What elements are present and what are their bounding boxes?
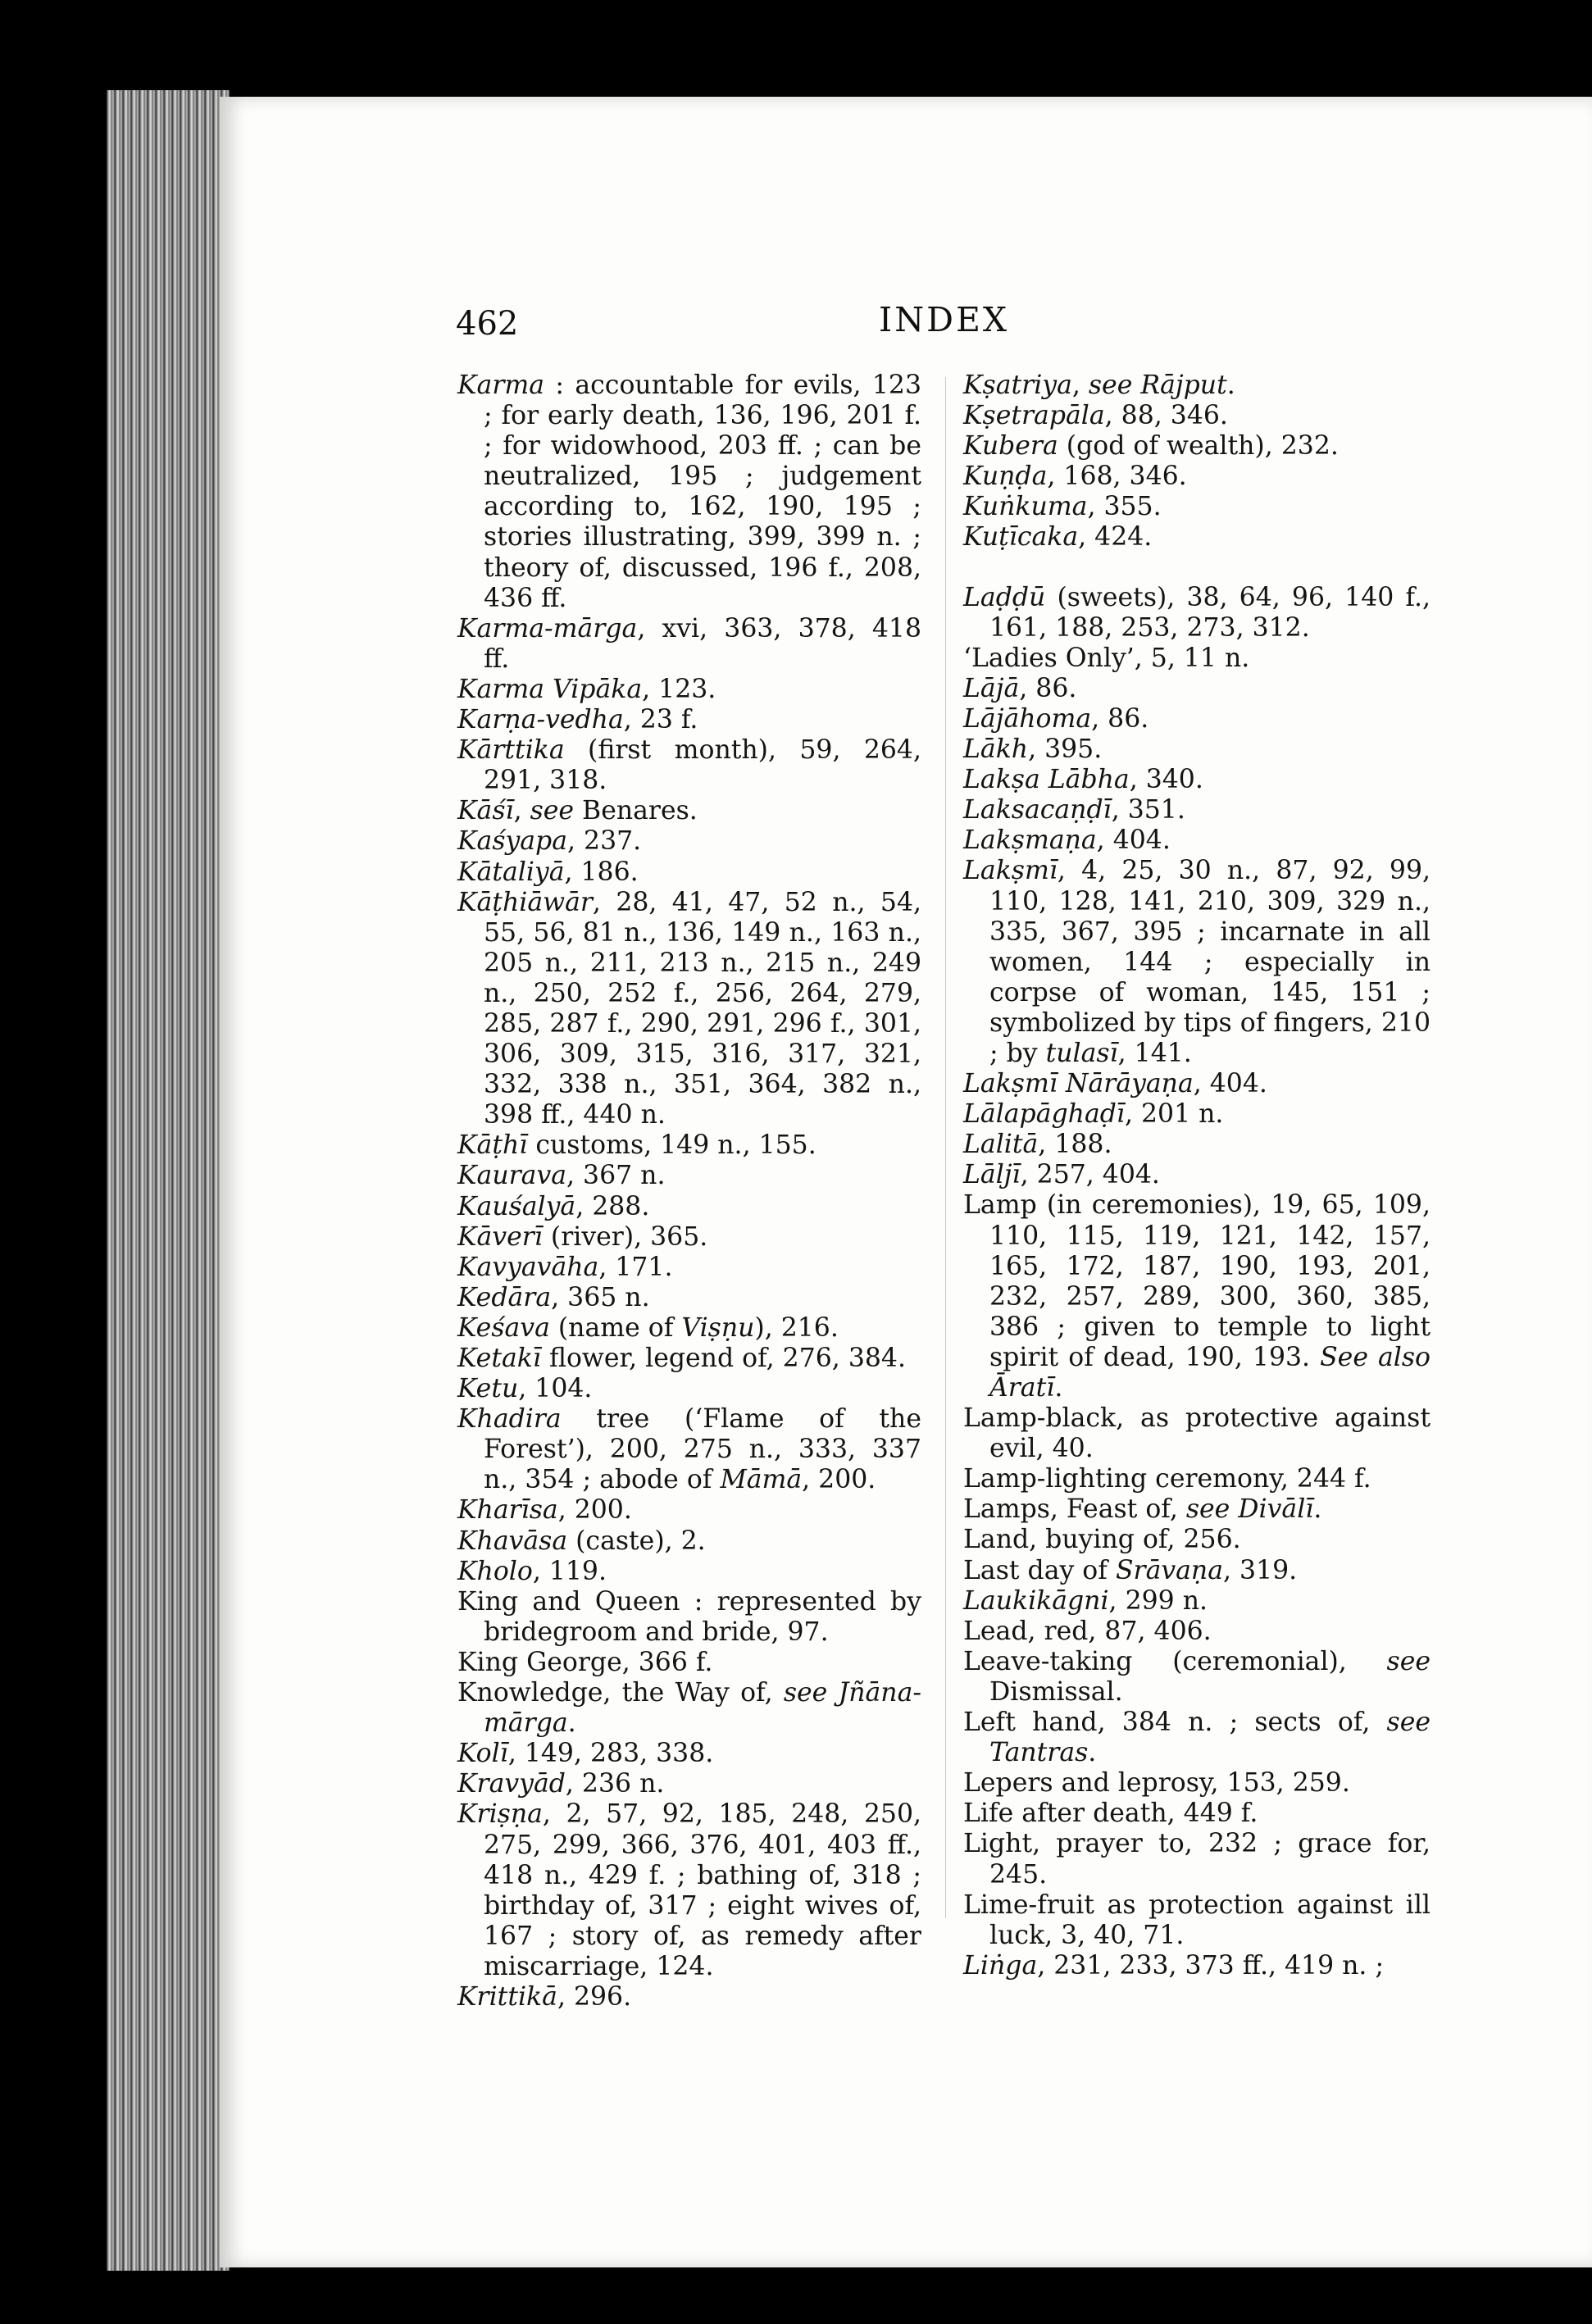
index-entry: Laukikāgni, 299 n. — [963, 1585, 1208, 1616]
index-column-left — [457, 371, 921, 2012]
index-entry: Liṅga, 231, 233, 373 ff., 419 n. ; — [963, 1950, 1385, 1981]
index-entry: Lime-fruit as protection against ill luck, 3, 40, 71. — [963, 1890, 1431, 1950]
index-entry: Kholo, 119. — [457, 1556, 607, 1586]
index-entry: Kavyavāha, 171. — [457, 1252, 673, 1282]
index-entry: Kedāra, 365 n. — [457, 1282, 650, 1312]
index-entry: Kauśalyā, 288. — [457, 1191, 650, 1221]
index-entry: Kāṭhī customs, 149 n., 155. — [457, 1130, 816, 1161]
index-entry: Kārttika (first month), 59, 264, 291, 318. — [457, 735, 921, 796]
column-divider — [945, 377, 946, 1918]
index-entry: Land, buying of, 256. — [963, 1525, 1241, 1555]
index-entry: Light, prayer to, 232 ; grace for, 245. — [963, 1829, 1431, 1890]
index-entry: Karma : accountable for evils, 123 ; for early death, 136, 196, 201 f. ; for widowhood, 203 ff. ; can be neutralized, 195 ; judgement according to, 162, 190, 195 ; stories illustrating, 399, 399 n. ; theory of, discussed, 196 f., 208, 436 ff. — [457, 371, 921, 613]
index-entry: Krittikā, 296. — [457, 1981, 632, 2012]
index-entry: Kriṣṇa, 2, 57, 92, 185, 248, 250, 275, 299, 366, 376, 401, 403 ff., 418 n., 429 f. ; bathing of, 318 ; birthday of, 317 ; eight wives of, 167 ; story of, as remedy after miscarriage, 124. — [457, 1799, 921, 1981]
index-entry: Kuṭīcaka, 424. — [963, 522, 1153, 553]
index-entry: Lepers and leprosy, 153, 259. — [963, 1768, 1350, 1799]
index-entry: Keśava (name of Viṣṇu), 216. — [457, 1312, 839, 1343]
index-entry: Kravyād, 236 n. — [457, 1769, 665, 1799]
index-entry: Lājāhoma, 86. — [963, 703, 1149, 734]
index-entry: Kṣetrapāla, 88, 346. — [963, 401, 1228, 431]
index-entry: Lājā, 86. — [963, 673, 1077, 703]
index-entry: Lead, red, 87, 406. — [963, 1616, 1212, 1646]
index-column-right — [963, 371, 1431, 1981]
index-entry: Lāljī, 257, 404. — [963, 1160, 1160, 1190]
index-entry: Leave-taking (ceremonial), see Dismissal. — [963, 1646, 1431, 1707]
index-entry: Lakṣa Lābha, 340. — [963, 765, 1203, 795]
page-number: 462 — [456, 305, 519, 343]
index-entry: Kuṇḍa, 168, 346. — [963, 462, 1187, 492]
index-entry: Lalitā, 188. — [963, 1130, 1112, 1160]
index-entry: King and Queen : represented by bridegroom and bride, 97. — [457, 1586, 921, 1647]
index-entry: Kāśī, see Benares. — [457, 796, 698, 826]
index-entry: Left hand, 384 n. ; sects of, see Tantras. — [963, 1708, 1431, 1768]
index-entry: Kāṭhiāwār, 28, 41, 47, 52 n., 54, 55, 56, 81 n., 136, 149 n., 163 n., 205 n., 211, 213 n., 215 n., 249 n., 250, 252 f., 256, 264, 279, 285, 287 f., 290, 291, 296 f., 301, 306, 309, 315, 316, 317, 321, 332, 338 n., 351, 364, 382 n., 398 ff., 440 n. — [457, 887, 921, 1130]
index-entry: Kaśyapa, 237. — [457, 826, 642, 857]
index-entry: Laksacaṇḍī, 351. — [963, 795, 1185, 825]
index-entry: Lamp (in ceremonies), 19, 65, 109, 110, 115, 119, 121, 142, 157, 165, 172, 187, 190, 193, 201, 232, 257, 289, 300, 360, 385, 386 ; given to temple to light spirit of dead, 190, 193. See also Āratī. — [963, 1190, 1431, 1403]
index-entry: Lamp-lighting ceremony, 244 f. — [963, 1464, 1371, 1494]
index-entry: Lālapāghaḍī, 201 n. — [963, 1099, 1224, 1130]
index-entry: Ketakī flower, legend of, 276, 384. — [457, 1344, 906, 1373]
index-entry: Karma-mārga, xvi, 363, 378, 418 ff. — [457, 613, 921, 674]
index-entry: Lamps, Feast of, see Divālī. — [963, 1494, 1322, 1525]
index-entry: Karma Vipāka, 123. — [457, 674, 716, 704]
index-entry: Kubera (god of wealth), 232. — [963, 431, 1339, 462]
index-entry: Ketu, 104. — [457, 1374, 593, 1404]
running-head: INDEX — [879, 300, 1010, 339]
index-entry: Lakṣmī, 4, 25, 30 n., 87, 92, 99, 110, 128, 141, 210, 309, 329 n., 335, 367, 395 ; incarnate in all women, 144 ; especially in corpse of woman, 145, 151 ; symbolized by tips of fingers, 210 ; by tulasī, 141. — [963, 856, 1431, 1068]
index-entry: Karṇa-vedha, 23 f. — [457, 705, 698, 735]
index-entry: ‘Ladies Only’, 5, 11 n. — [963, 643, 1250, 673]
index-entry: Laḍḍū (sweets), 38, 64, 96, 140 f., 161, 188, 253, 273, 312. — [963, 582, 1431, 643]
index-entry: Knowledge, the Way of, see Jñāna-mārga. — [457, 1678, 921, 1739]
index-entry: Kaurava, 367 n. — [457, 1161, 666, 1191]
index-entry: Lakṣmī Nārāyaṇa, 404. — [963, 1069, 1267, 1099]
index-entry: Kharīsa, 200. — [457, 1495, 632, 1526]
index-entry: King George, 366 f. — [457, 1647, 713, 1677]
index-entry: Lakṣmaṇa, 404. — [963, 825, 1171, 856]
index-entry: Khavāsa (caste), 2. — [457, 1526, 706, 1556]
index-entry: Lākh, 395. — [963, 734, 1103, 765]
book-page-edges — [107, 90, 230, 2271]
index-entry: Life after death, 449 f. — [963, 1799, 1258, 1829]
index-entry: Kātaliyā, 186. — [457, 857, 639, 887]
index-entry: Lamp-black, as protective against evil, 40. — [963, 1403, 1431, 1464]
index-entry: Kuṅkuma, 355. — [963, 492, 1162, 522]
index-entry: Kṣatriya, see Rājput. — [963, 371, 1235, 400]
index-entry: Kāverī (river), 365. — [457, 1221, 708, 1252]
index-entry: Kolī, 149, 283, 338. — [457, 1739, 714, 1769]
index-entry: Last day of Srāvaṇa, 319. — [963, 1555, 1298, 1585]
index-entry: Khadira tree (‘Flame of the Forest’), 200, 275 n., 333, 337 n., 354 ; abode of Māmā, 200. — [457, 1404, 921, 1495]
